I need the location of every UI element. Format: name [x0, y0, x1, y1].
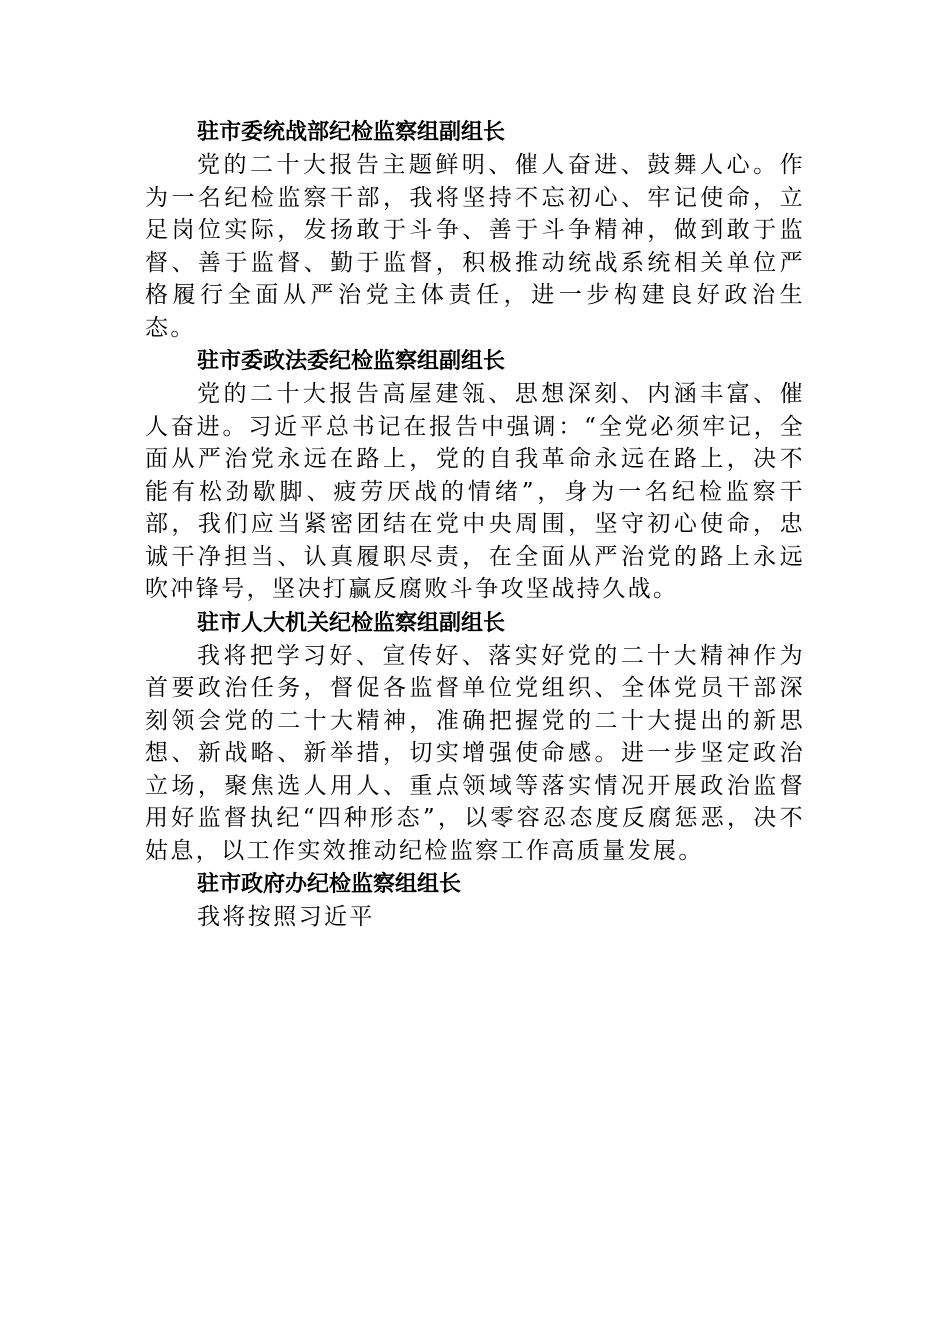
section-government-office [145, 869, 805, 934]
section-npc-organs [145, 608, 805, 868]
document-body [145, 117, 805, 936]
section-heading: 驻市委政法委纪检监察组副组长 [197, 349, 506, 374]
section-paragraph: 我将把学习好、宣传好、落实好党的二十大精神作为首要政治任务，督促各监督单位党组织、全体党员干部深刻领会党的二十大精神，准确把握党的二十大提出的新思想、新战略、新举措，切实增强使命感。进一步坚定政治立场，聚焦选人用人、重点领域等落实情况开展政治监督用好监督执纪“四种形态”，以零容忍态度反腐惩恶，决不姑息，以工作实效推动纪检监察工作高质量发展。 [145, 642, 805, 864]
section-paragraph: 党的二十大报告高屋建瓴、思想深刻、内涵丰富、催人奋进。习近平总书记在报告中强调：“全党必须牢记，全面从严治党永远在路上，党的自我革命永远在路上，决不能有松劲歇脚、疲劳厌战的情绪”，身为一名纪检监察干部，我们应当紧密团结在党中央周围，坚守初心使命，忠诚干净担当、认真履职尽责，在全面从严治党的路上永远吹冲锋号，坚决打赢反腐败斗争攻坚战持久战。 [145, 381, 805, 602]
section-paragraph: 党的二十大报告主题鲜明、催人奋进、鼓舞人心。作为一名纪检监察干部，我将坚持不忘初心、牢记使命，立足岗位实际，发扬敢于斗争、善于斗争精神，做到敢于监督、善于监督、勤于监督，积极推动统战系统相关单位严格履行全面从严治党主体责任，进一步构建良好政治生态。 [145, 152, 805, 341]
section-heading: 驻市人大机关纪检监察组副组长 [197, 610, 506, 636]
section-political-legal [145, 346, 805, 606]
section-heading: 驻市政府办纪检监察组组长 [197, 872, 462, 897]
section-paragraph: 我将按照习近平 [197, 904, 375, 930]
section-heading: 驻市委统战部纪检监察组副组长 [197, 120, 506, 145]
section-united-front [145, 117, 805, 344]
